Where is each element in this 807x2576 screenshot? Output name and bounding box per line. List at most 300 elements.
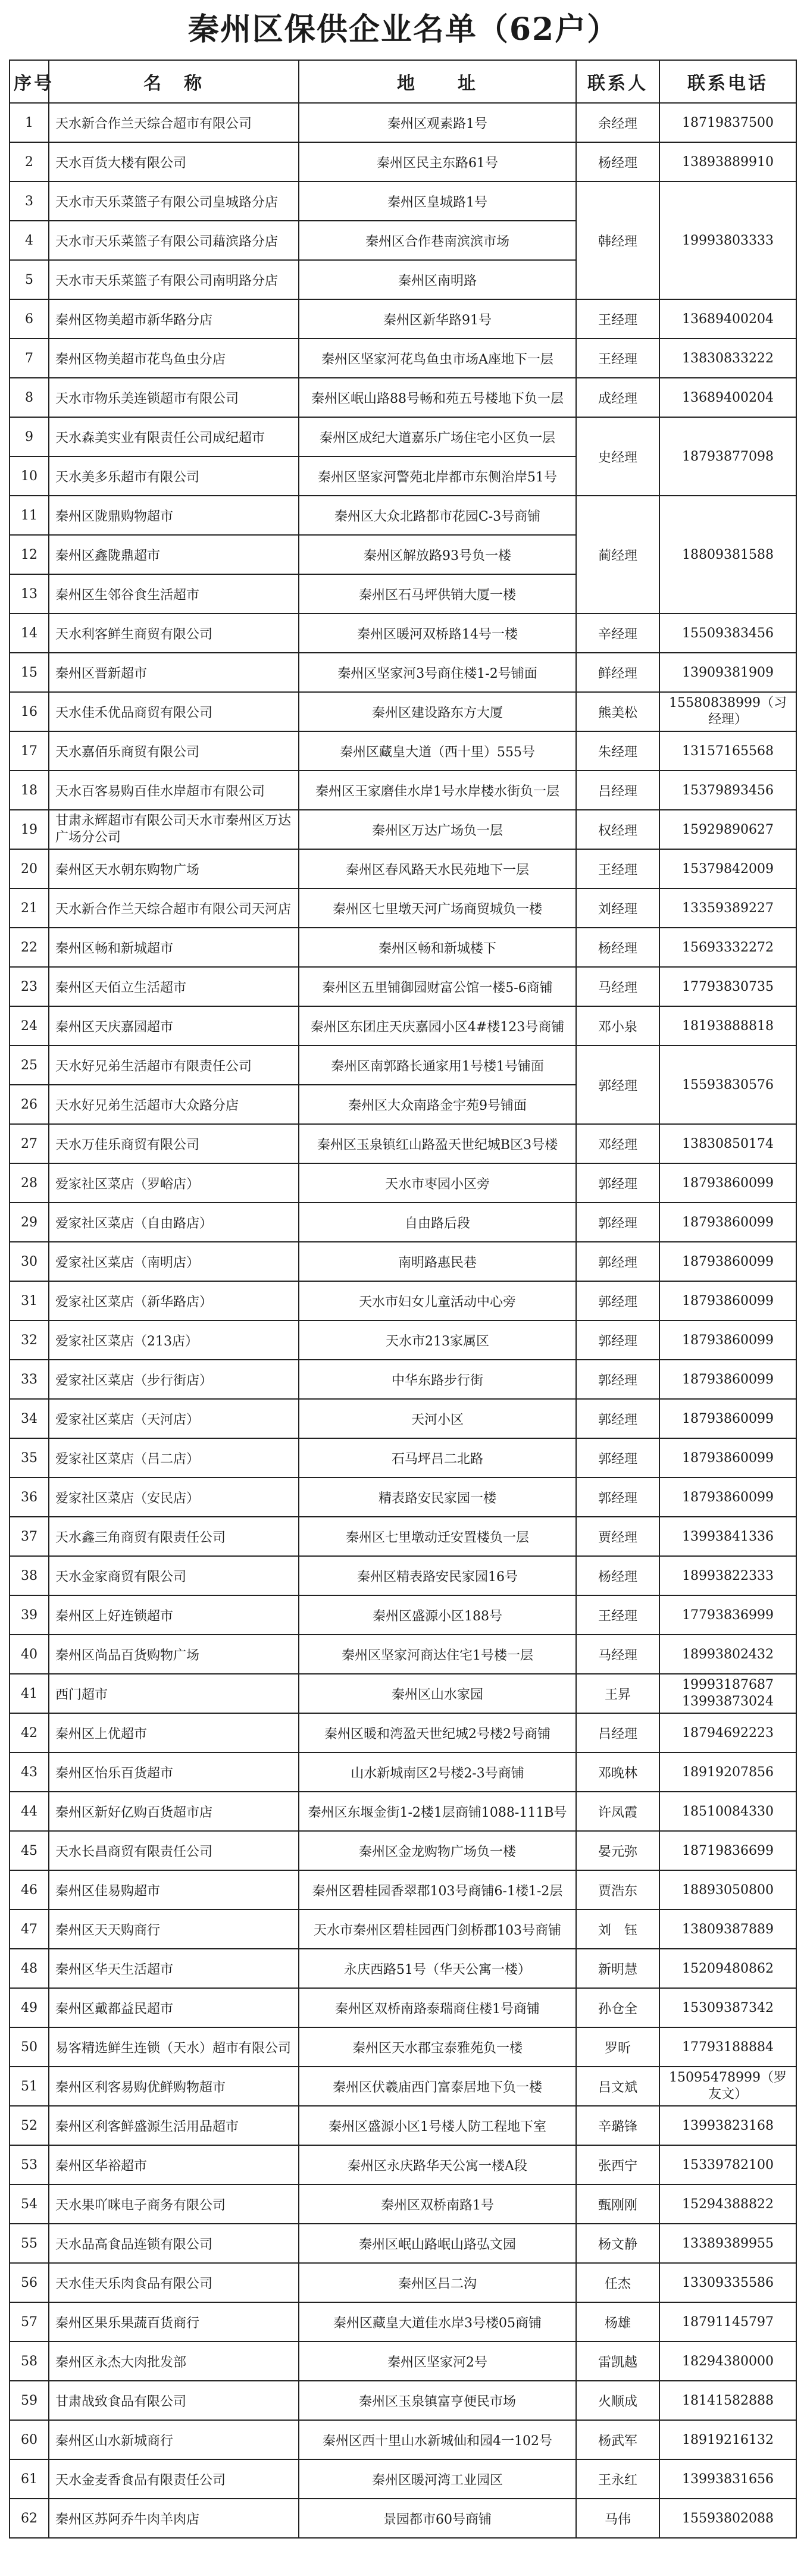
contact-phone: 13993831656 [659, 2459, 796, 2499]
row-number: 46 [10, 1870, 49, 1910]
company-name: 天水美多乐超市有限公司 [49, 456, 299, 496]
contact-phone: 17793830735 [659, 967, 796, 1006]
row-number: 37 [10, 1517, 49, 1556]
contact-person: 权经理 [576, 810, 659, 849]
contact-person: 成经理 [576, 378, 659, 417]
company-address: 秦州区永庆路华天公寓一楼A段 [299, 2145, 576, 2184]
contact-phone: 15593830576 [659, 1046, 796, 1124]
company-address: 秦州区山水家园 [299, 1674, 576, 1713]
company-address: 秦州区暖河双桥路14号一楼 [299, 614, 576, 653]
company-address: 永庆西路51号（华天公寓一楼） [299, 1949, 576, 1988]
contact-person: 郭经理 [576, 1242, 659, 1281]
table-row [10, 1399, 796, 1438]
company-name: 西门超市 [49, 1674, 299, 1713]
row-number: 61 [10, 2459, 49, 2499]
company-address: 秦州区石马坪供销大厦一楼 [299, 574, 576, 614]
contact-person: 王经理 [576, 339, 659, 378]
company-name: 天水佳天乐肉食品有限公司 [49, 2263, 299, 2302]
row-number: 21 [10, 888, 49, 928]
contact-person: 罗昕 [576, 2027, 659, 2067]
company-address: 秦州区坚家河花鸟鱼虫市场A座地下一层 [299, 339, 576, 378]
table-row [10, 1988, 796, 2027]
contact-person: 蔺经理 [576, 496, 659, 614]
contact-phone: 18793860099 [659, 1242, 796, 1281]
company-name: 秦州区物美超市花鸟鱼虫分店 [49, 339, 299, 378]
row-number: 9 [10, 417, 49, 456]
row-number: 15 [10, 653, 49, 692]
contact-person: 辛璐锋 [576, 2106, 659, 2145]
company-name: 秦州区鑫陇鼎超市 [49, 535, 299, 574]
company-name: 秦州区果乐果蔬百货商行 [49, 2302, 299, 2342]
table-row [10, 378, 796, 417]
row-number: 43 [10, 1752, 49, 1792]
table-row [10, 614, 796, 653]
company-name: 天水利客鲜生商贸有限公司 [49, 614, 299, 653]
row-number: 11 [10, 496, 49, 535]
contact-person: 马经理 [576, 1635, 659, 1674]
contact-person: 甄刚刚 [576, 2184, 659, 2224]
company-address: 秦州区合作巷南滨滨市场 [299, 221, 576, 260]
company-name: 爱家社区菜店（天河店） [49, 1399, 299, 1438]
company-name: 天水市天乐菜篮子有限公司藉滨路分店 [49, 221, 299, 260]
company-address: 秦州区西十里山水新城仙和园4一102号 [299, 2420, 576, 2459]
table-row [10, 2184, 796, 2224]
contact-phone: 15294388822 [659, 2184, 796, 2224]
table-row [10, 2420, 796, 2459]
company-name: 秦州区上优超市 [49, 1713, 299, 1752]
row-number: 28 [10, 1163, 49, 1203]
row-number: 31 [10, 1281, 49, 1320]
company-address: 秦州区暖河湾工业园区 [299, 2459, 576, 2499]
row-number: 7 [10, 339, 49, 378]
row-number: 24 [10, 1006, 49, 1046]
contact-phone: 18793860099 [659, 1281, 796, 1320]
contact-phone: 13309335586 [659, 2263, 796, 2302]
row-number: 59 [10, 2381, 49, 2420]
table-row [10, 142, 796, 181]
row-number: 10 [10, 456, 49, 496]
row-number: 6 [10, 299, 49, 339]
header-phone: 联系电话 [659, 60, 796, 103]
contact-phone: 18919207856 [659, 1752, 796, 1792]
company-address: 天水市妇女儿童活动中心旁 [299, 1281, 576, 1320]
company-name: 秦州区生邻谷食生活超市 [49, 574, 299, 614]
contact-person: 吕文斌 [576, 2067, 659, 2106]
company-address: 秦州区皇城路1号 [299, 181, 576, 221]
company-address: 秦州区盛源小区188号 [299, 1595, 576, 1635]
company-address: 秦州区双桥南路泰瑞商住楼1号商铺 [299, 1988, 576, 2027]
row-number: 8 [10, 378, 49, 417]
contact-phone: 19993803333 [659, 181, 796, 299]
contact-phone: 15509383456 [659, 614, 796, 653]
company-name: 天水市物乐美连锁超市有限公司 [49, 378, 299, 417]
company-address: 秦州区建设路东方大厦 [299, 692, 576, 731]
company-name: 秦州区华天生活超市 [49, 1949, 299, 1988]
row-number: 12 [10, 535, 49, 574]
table-row [10, 1870, 796, 1910]
contact-phone: 13993841336 [659, 1517, 796, 1556]
table-row [10, 771, 796, 810]
company-name: 天水森美实业有限责任公司成纪超市 [49, 417, 299, 456]
table-row [10, 1478, 796, 1517]
contact-person: 刘 钰 [576, 1910, 659, 1949]
contact-phone: 18793860099 [659, 1438, 796, 1478]
table-row [10, 1792, 796, 1831]
table-row [10, 103, 796, 142]
row-number: 14 [10, 614, 49, 653]
contact-person: 许凤霞 [576, 1792, 659, 1831]
contact-phone: 18809381588 [659, 496, 796, 614]
company-address: 精表路安民家园一楼 [299, 1478, 576, 1517]
contact-phone: 15693332272 [659, 928, 796, 967]
contact-person: 邓晚林 [576, 1752, 659, 1792]
contact-person: 邓经理 [576, 1124, 659, 1163]
company-address: 南明路惠民巷 [299, 1242, 576, 1281]
contact-phone: 13893889910 [659, 142, 796, 181]
company-name: 秦州区天庆嘉园超市 [49, 1006, 299, 1046]
table-row [10, 2499, 796, 2538]
contact-phone: 18510084330 [659, 1792, 796, 1831]
company-name: 天水百客易购百佳水岸超市有限公司 [49, 771, 299, 810]
header-no: 序号 [10, 60, 49, 103]
row-number: 51 [10, 2067, 49, 2106]
company-address: 中华东路步行街 [299, 1360, 576, 1399]
table-row [10, 731, 796, 771]
table-row [10, 2459, 796, 2499]
contact-person: 火顺成 [576, 2381, 659, 2420]
contact-phone: 13809387889 [659, 1910, 796, 1949]
company-name: 甘肃战致食品有限公司 [49, 2381, 299, 2420]
company-address: 秦州区东堰金街1-2楼1层商铺1088-111B号 [299, 1792, 576, 1831]
contact-phone: 15209480862 [659, 1949, 796, 1988]
company-address: 秦州区坚家河2号 [299, 2342, 576, 2381]
table-row [10, 1046, 796, 1085]
table-row [10, 928, 796, 967]
company-name: 秦州区天佰立生活超市 [49, 967, 299, 1006]
company-address: 秦州区岷山路88号畅和苑五号楼地下负一层 [299, 378, 576, 417]
table-header-row [10, 60, 796, 103]
company-name: 天水万佳乐商贸有限公司 [49, 1124, 299, 1163]
company-address: 秦州区观素路1号 [299, 103, 576, 142]
row-number: 54 [10, 2184, 49, 2224]
company-name: 易客精选鲜生连锁（天水）超市有限公司 [49, 2027, 299, 2067]
header-contact: 联系人 [576, 60, 659, 103]
table-row [10, 2342, 796, 2381]
contact-person: 杨经理 [576, 142, 659, 181]
company-name: 爱家社区菜店（罗峪店） [49, 1163, 299, 1203]
contact-phone: 13830850174 [659, 1124, 796, 1163]
company-name: 秦州区陇鼎购物超市 [49, 496, 299, 535]
company-name: 甘肃永辉超市有限公司天水市秦州区万达广场分公司 [49, 810, 299, 849]
row-number: 42 [10, 1713, 49, 1752]
company-address: 秦州区玉泉镇红山路盈天世纪城B区3号楼 [299, 1124, 576, 1163]
contact-phone: 13689400204 [659, 299, 796, 339]
row-number: 47 [10, 1910, 49, 1949]
company-address: 秦州区五里铺御园财富公馆一楼5-6商铺 [299, 967, 576, 1006]
page-title: 秦州区保供企业名单（62户） [187, 11, 620, 48]
table-row [10, 1556, 796, 1595]
contact-person: 刘经理 [576, 888, 659, 928]
company-name: 天水好兄弟生活超市大众路分店 [49, 1085, 299, 1124]
table-row [10, 2224, 796, 2263]
table-row [10, 2381, 796, 2420]
contact-phone: 13157165568 [659, 731, 796, 771]
row-number: 33 [10, 1360, 49, 1399]
row-number: 58 [10, 2342, 49, 2381]
table-row [10, 2263, 796, 2302]
table-row [10, 692, 796, 731]
contact-person: 郭经理 [576, 1478, 659, 1517]
company-address: 秦州区天水郡宝泰雅苑负一楼 [299, 2027, 576, 2067]
company-address: 秦州区东团庄天庆嘉园小区4#楼123号商铺 [299, 1006, 576, 1046]
company-address: 天水市213家属区 [299, 1320, 576, 1360]
contact-phone: 18793860099 [659, 1163, 796, 1203]
company-name: 秦州区永杰大肉批发部 [49, 2342, 299, 2381]
company-address: 秦州区七里墩天河广场商贸城负一楼 [299, 888, 576, 928]
table-row [10, 1752, 796, 1792]
company-name: 天水鑫三角商贸有限责任公司 [49, 1517, 299, 1556]
company-address: 秦州区岷山路岷山路弘文园 [299, 2224, 576, 2263]
row-number: 34 [10, 1399, 49, 1438]
company-address: 石马坪吕二北路 [299, 1438, 576, 1478]
contact-person: 余经理 [576, 103, 659, 142]
table-row [10, 2106, 796, 2145]
company-address: 秦州区成纪大道嘉乐广场住宅小区负一层 [299, 417, 576, 456]
contact-phone: 13909381909 [659, 653, 796, 692]
row-number: 55 [10, 2224, 49, 2263]
contact-person: 郭经理 [576, 1360, 659, 1399]
company-address: 秦州区盛源小区1号楼人防工程地下室 [299, 2106, 576, 2145]
contact-phone: 18993802432 [659, 1635, 796, 1674]
contact-person: 新明慧 [576, 1949, 659, 1988]
contact-person: 张西宁 [576, 2145, 659, 2184]
company-address: 秦州区春风路天水民苑地下一层 [299, 849, 576, 888]
row-number: 45 [10, 1831, 49, 1870]
company-address: 秦州区民主东路61号 [299, 142, 576, 181]
company-name: 天水市天乐菜篮子有限公司皇城路分店 [49, 181, 299, 221]
company-name: 秦州区利客鲜盛源生活用品超市 [49, 2106, 299, 2145]
row-number: 62 [10, 2499, 49, 2538]
company-address: 秦州区畅和新城楼下 [299, 928, 576, 967]
contact-phone: 15309387342 [659, 1988, 796, 2027]
table-row [10, 1831, 796, 1870]
contact-person: 王昇 [576, 1674, 659, 1713]
contact-phone: 15929890627 [659, 810, 796, 849]
company-name: 天水好兄弟生活超市有限责任公司 [49, 1046, 299, 1085]
contact-person: 郭经理 [576, 1163, 659, 1203]
company-address: 天水市枣园小区旁 [299, 1163, 576, 1203]
contact-person: 鲜经理 [576, 653, 659, 692]
company-name: 天水市天乐菜篮子有限公司南明路分店 [49, 260, 299, 299]
contact-person: 孙仓全 [576, 1988, 659, 2027]
table-row [10, 339, 796, 378]
row-number: 22 [10, 928, 49, 967]
contact-person: 辛经理 [576, 614, 659, 653]
company-name: 天水百货大楼有限公司 [49, 142, 299, 181]
contact-person: 杨经理 [576, 1556, 659, 1595]
contact-person: 王经理 [576, 299, 659, 339]
contact-phone: 17793188884 [659, 2027, 796, 2067]
company-address: 秦州区碧桂园香翠郡103号商铺6-1楼1-2层 [299, 1870, 576, 1910]
company-name: 秦州区苏阿乔牛肉羊肉店 [49, 2499, 299, 2538]
contact-person: 朱经理 [576, 731, 659, 771]
row-number: 18 [10, 771, 49, 810]
company-address: 秦州区伏羲庙西门富泰居地下负一楼 [299, 2067, 576, 2106]
company-name: 秦州区佳易购超市 [49, 1870, 299, 1910]
company-name: 爱家社区菜店（安民店） [49, 1478, 299, 1517]
table-row [10, 1203, 796, 1242]
contact-person: 晏元弥 [576, 1831, 659, 1870]
company-name: 天水新合作兰天综合超市有限公司 [49, 103, 299, 142]
company-address: 天河小区 [299, 1399, 576, 1438]
table-row [10, 1163, 796, 1203]
row-number: 19 [10, 810, 49, 849]
table-row [10, 1360, 796, 1399]
header-address: 地 址 [299, 60, 576, 103]
company-name: 天水长昌商贸有限责任公司 [49, 1831, 299, 1870]
table-body [10, 103, 796, 2538]
contact-phone: 18719836699 [659, 1831, 796, 1870]
row-number: 26 [10, 1085, 49, 1124]
row-number: 57 [10, 2302, 49, 2342]
row-number: 53 [10, 2145, 49, 2184]
company-address: 秦州区新华路91号 [299, 299, 576, 339]
row-number: 56 [10, 2263, 49, 2302]
company-address: 秦州区藏皇大道佳水岸3号楼05商铺 [299, 2302, 576, 2342]
contact-phone: 15095478999（罗友文） [659, 2067, 796, 2106]
table-row [10, 849, 796, 888]
contact-phone: 13689400204 [659, 378, 796, 417]
contact-person: 贾经理 [576, 1517, 659, 1556]
row-number: 40 [10, 1635, 49, 1674]
company-address: 秦州区大众南路金宇苑9号铺面 [299, 1085, 576, 1124]
company-name: 秦州区畅和新城超市 [49, 928, 299, 967]
row-number: 13 [10, 574, 49, 614]
header-name: 名 称 [49, 60, 299, 103]
contact-person: 任杰 [576, 2263, 659, 2302]
row-number: 30 [10, 1242, 49, 1281]
table-row [10, 1910, 796, 1949]
contact-phone: 17793836999 [659, 1595, 796, 1635]
table-row [10, 1438, 796, 1478]
table-row [10, 2145, 796, 2184]
contact-person: 吕经理 [576, 771, 659, 810]
contact-person: 王经理 [576, 849, 659, 888]
contact-person: 史经理 [576, 417, 659, 496]
company-name: 秦州区物美超市新华路分店 [49, 299, 299, 339]
table-row [10, 888, 796, 928]
table-row [10, 1713, 796, 1752]
contact-phone: 18193888818 [659, 1006, 796, 1046]
company-address: 秦州区吕二沟 [299, 2263, 576, 2302]
contact-person: 王永红 [576, 2459, 659, 2499]
company-name: 天水佳禾优品商贸有限公司 [49, 692, 299, 731]
row-number: 4 [10, 221, 49, 260]
row-number: 50 [10, 2027, 49, 2067]
contact-phone: 18893050800 [659, 1870, 796, 1910]
table-row [10, 967, 796, 1006]
table-row [10, 417, 796, 456]
table-row [10, 2302, 796, 2342]
row-number: 16 [10, 692, 49, 731]
company-address: 天水市秦州区碧桂园西门剑桥郡103号商铺 [299, 1910, 576, 1949]
company-address: 秦州区坚家河3号商住楼1-2号铺面 [299, 653, 576, 692]
company-address: 秦州区王家磨佳水岸1号水岸楼水街负一层 [299, 771, 576, 810]
contact-phone: 18793860099 [659, 1478, 796, 1517]
company-address: 秦州区坚家河商达住宅1号楼一层 [299, 1635, 576, 1674]
company-name: 爱家社区菜店（213店） [49, 1320, 299, 1360]
contact-phone: 18919216132 [659, 2420, 796, 2459]
contact-person: 杨文静 [576, 2224, 659, 2263]
company-name: 秦州区天天购商行 [49, 1910, 299, 1949]
contact-phone: 13389389955 [659, 2224, 796, 2263]
company-address: 秦州区万达广场负一层 [299, 810, 576, 849]
contact-person: 邓小泉 [576, 1006, 659, 1046]
row-number: 41 [10, 1674, 49, 1713]
company-address: 秦州区七里墩动迁安置楼负一层 [299, 1517, 576, 1556]
company-address: 秦州区暖和湾盈天世纪城2号楼2号商铺 [299, 1713, 576, 1752]
contact-phone: 18793860099 [659, 1320, 796, 1360]
company-name: 秦州区晋新超市 [49, 653, 299, 692]
contact-person: 郭经理 [576, 1281, 659, 1320]
row-number: 20 [10, 849, 49, 888]
table-row [10, 1635, 796, 1674]
contact-person: 郭经理 [576, 1438, 659, 1478]
row-number: 32 [10, 1320, 49, 1360]
table-row [10, 181, 796, 221]
company-address: 秦州区南郭路长通家用1号楼1号铺面 [299, 1046, 576, 1085]
row-number: 1 [10, 103, 49, 142]
contact-phone: 18793860099 [659, 1360, 796, 1399]
company-address: 秦州区解放路93号负一楼 [299, 535, 576, 574]
row-number: 35 [10, 1438, 49, 1478]
company-name: 天水新合作兰天综合超市有限公司天河店 [49, 888, 299, 928]
row-number: 60 [10, 2420, 49, 2459]
supplier-table [9, 60, 797, 2539]
company-address: 秦州区南明路 [299, 260, 576, 299]
row-number: 52 [10, 2106, 49, 2145]
contact-phone: 18793877098 [659, 417, 796, 496]
company-name: 秦州区华裕超市 [49, 2145, 299, 2184]
contact-person: 王经理 [576, 1595, 659, 1635]
table-row [10, 2067, 796, 2106]
company-address: 秦州区玉泉镇富亨便民市场 [299, 2381, 576, 2420]
company-address: 山水新城南区2号楼2-3号商铺 [299, 1752, 576, 1792]
contact-phone: 15580838999（习经理） [659, 692, 796, 731]
contact-person: 杨武军 [576, 2420, 659, 2459]
row-number: 25 [10, 1046, 49, 1085]
contact-phone: 13359389227 [659, 888, 796, 928]
contact-person: 郭经理 [576, 1046, 659, 1124]
contact-phone: 15379893456 [659, 771, 796, 810]
row-number: 17 [10, 731, 49, 771]
company-name: 爱家社区菜店（南明店） [49, 1242, 299, 1281]
company-name: 爱家社区菜店（新华路店） [49, 1281, 299, 1320]
company-name: 秦州区戴都益民超市 [49, 1988, 299, 2027]
contact-phone: 18794692223 [659, 1713, 796, 1752]
contact-phone: 18719837500 [659, 103, 796, 142]
contact-phone: 18793860099 [659, 1399, 796, 1438]
row-number: 29 [10, 1203, 49, 1242]
contact-phone: 18294380000 [659, 2342, 796, 2381]
contact-person: 雷凯越 [576, 2342, 659, 2381]
contact-person: 韩经理 [576, 181, 659, 299]
contact-phone: 15593802088 [659, 2499, 796, 2538]
company-name: 天水嘉佰乐商贸有限公司 [49, 731, 299, 771]
row-number: 38 [10, 1556, 49, 1595]
contact-person: 贾浩东 [576, 1870, 659, 1910]
contact-person: 郭经理 [576, 1320, 659, 1360]
